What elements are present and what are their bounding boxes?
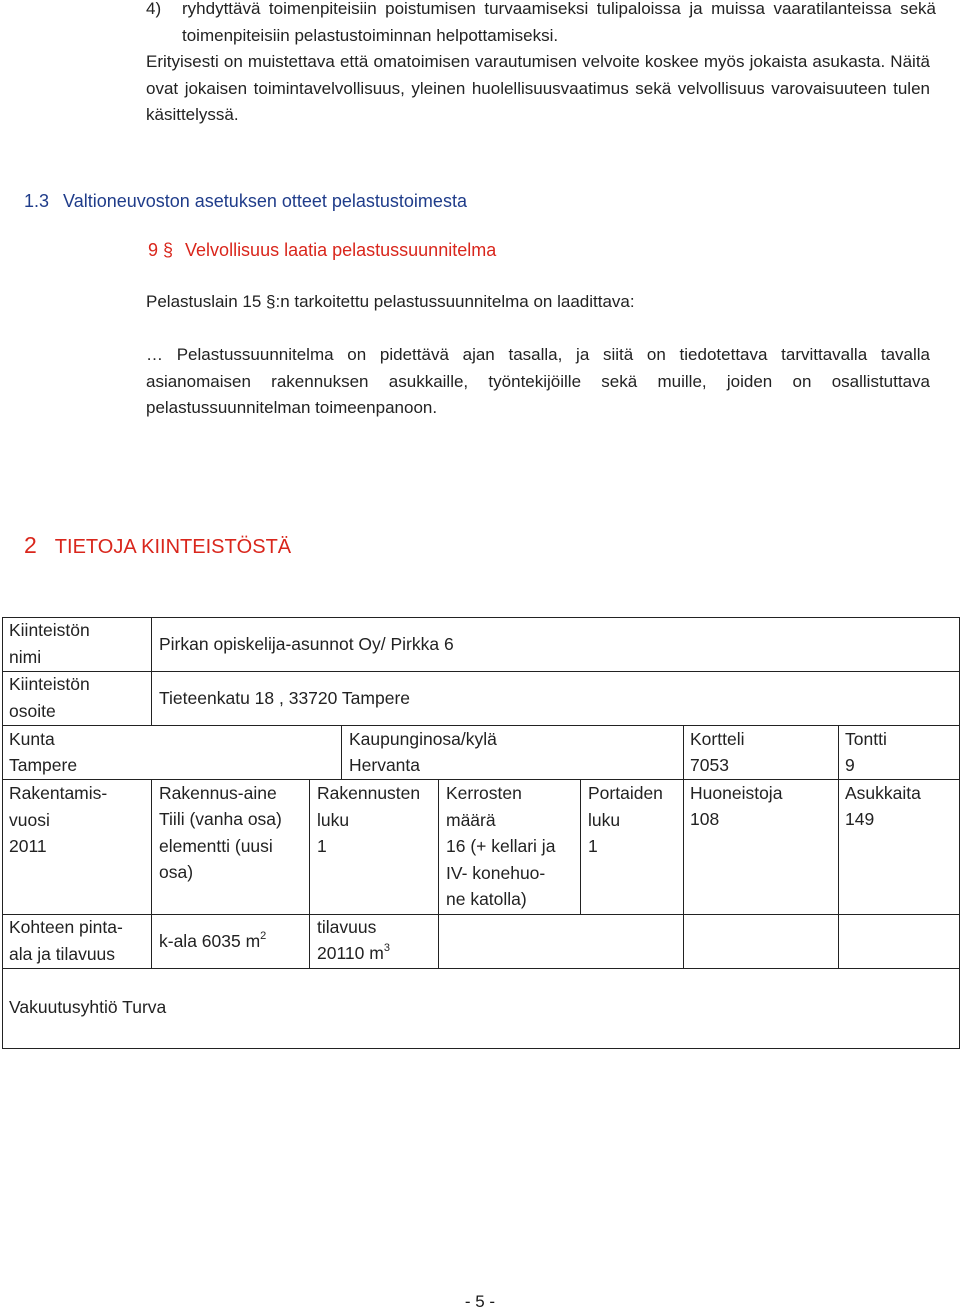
floors-label: Kerrosten määrä bbox=[446, 783, 522, 830]
section-number: 9 § bbox=[148, 240, 174, 260]
unit-exponent: 2 bbox=[260, 930, 267, 942]
table-border bbox=[838, 725, 839, 969]
residents-value: 149 bbox=[845, 809, 875, 829]
property-address-value: Tieteenkatu 18 , 33720 Tampere bbox=[159, 688, 411, 708]
section-heading-2 bbox=[24, 532, 291, 561]
apartments-value: 108 bbox=[690, 809, 720, 829]
list-item-text: ryhdyttävä toimenpiteisiin poistumisen turvaamiseksi tulipaloissa ja muissa vaaratilanteissa sekä toimenpiteisiin pelastustoiminnan helpottamiseksi. bbox=[182, 0, 936, 45]
paragraph-responsibility: Erityisesti on muistettava että omatoimisen varautumisen velvoite koskee myös jokaista asukasta. Näitä ovat jokaisen toimintavelvollisuus, yleinen huolellisuusvaatimus sekä velvollisuus varovaisuuteen tulen käsittelyssä. bbox=[146, 52, 930, 124]
block-label: Kortteli bbox=[690, 729, 745, 749]
built-year-label: Rakentamis- vuosi bbox=[9, 783, 108, 830]
volume-text: 20110 m bbox=[317, 943, 384, 963]
property-address-label: Kiinteistön osoite bbox=[9, 674, 90, 721]
table-border bbox=[2, 617, 960, 618]
table-border bbox=[438, 779, 439, 969]
section-heading-1-3 bbox=[24, 188, 467, 215]
apartments-label: Huoneistoja bbox=[690, 783, 783, 803]
stairs-value: 1 bbox=[588, 836, 598, 856]
residents-label: Asukkaita bbox=[845, 783, 921, 803]
plot-label: Tontti bbox=[845, 729, 887, 749]
table-border bbox=[683, 725, 684, 969]
table-border bbox=[151, 779, 152, 969]
section-number: 1.3 bbox=[24, 191, 50, 211]
table-border bbox=[151, 617, 152, 726]
property-name-label: Kiinteistön nimi bbox=[9, 620, 90, 667]
plot-value: 9 bbox=[845, 755, 855, 775]
section-title: Velvollisuus laatia pelastussuunnitelma bbox=[185, 240, 497, 260]
floor-area-value bbox=[159, 928, 266, 955]
section-number: 2 bbox=[24, 532, 37, 558]
table-border bbox=[580, 779, 581, 915]
municipality-value: Tampere bbox=[9, 755, 78, 775]
table-border bbox=[2, 1048, 960, 1049]
list-number: 4) bbox=[146, 0, 162, 18]
material-label: Rakennus-aine bbox=[159, 783, 277, 803]
paragraph-rescue-plan: … Pelastussuunnitelma on pidettävä ajan tasalla, ja siitä on tiedotettava tarvittavalla tavalla asianomaisen rakennuksen asukkaille, työntekijöille sekä muille, joiden on osallistuttava pelastussuunnitelman toimeenpanoon. bbox=[146, 345, 930, 417]
table-border bbox=[341, 725, 342, 780]
section-heading-9 bbox=[148, 237, 496, 264]
volume-value bbox=[317, 940, 390, 967]
insurance-company: Vakuutusyhtiö Turva bbox=[9, 997, 167, 1017]
material-value: Tiili (vanha osa) elementti (uusi osa) bbox=[159, 809, 282, 882]
unit-exponent: 3 bbox=[383, 942, 390, 954]
municipality-label: Kunta bbox=[9, 729, 55, 749]
buildings-count-label: Rakennusten luku bbox=[317, 783, 421, 830]
floors-value: 16 (+ kellari ja IV- konehuo- ne katolla) bbox=[446, 836, 556, 909]
table-border bbox=[2, 914, 960, 915]
district-label: Kaupunginosa/kylä bbox=[349, 729, 497, 749]
paragraph-law-reference: Pelastuslain 15 §:n tarkoitettu pelastussuunnitelma on laadittava: bbox=[146, 292, 635, 311]
built-year-value: 2011 bbox=[9, 836, 47, 856]
page-number: - 5 - bbox=[464, 1292, 496, 1311]
list-item bbox=[146, 0, 936, 49]
table-border bbox=[2, 671, 960, 672]
section-title: Valtioneuvoston asetuksen otteet pelastustoimesta bbox=[63, 191, 467, 211]
property-name-value: Pirkan opiskelija-asunnot Oy/ Pirkka 6 bbox=[159, 634, 454, 654]
table-border bbox=[2, 617, 3, 1049]
floor-area-text: k-ala 6035 m bbox=[159, 931, 261, 951]
stairs-label: Portaiden luku bbox=[588, 783, 663, 830]
property-info-table bbox=[2, 617, 960, 1049]
block-value: 7053 bbox=[690, 755, 729, 775]
table-border bbox=[309, 779, 310, 969]
district-value: Hervanta bbox=[349, 755, 421, 775]
section-title: TIETOJA KIINTEISTÖSTÄ bbox=[54, 536, 292, 558]
table-border bbox=[2, 968, 960, 969]
area-volume-label: Kohteen pinta- ala ja tilavuus bbox=[9, 917, 123, 964]
volume-label: tilavuus bbox=[317, 917, 377, 937]
buildings-count-value: 1 bbox=[317, 836, 327, 856]
